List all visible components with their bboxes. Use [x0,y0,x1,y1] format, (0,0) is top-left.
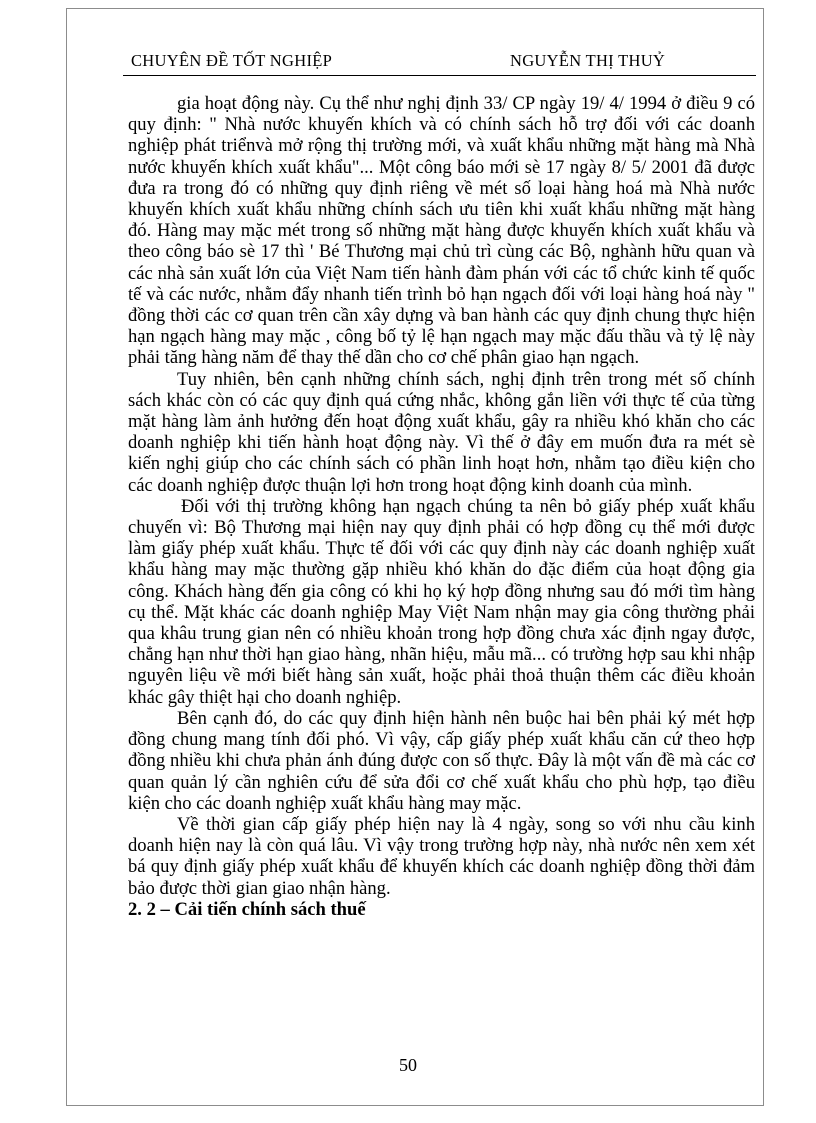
header-title: CHUYÊN ĐỀ TỐT NGHIỆP [131,51,333,70]
paragraph-2: Tuy nhiên, bên cạnh những chính sách, nghị định trên trong mét số chính sách khác còn có các quy định quá cứng nhắc, không gắn liền với thực tế của từng mặt hàng làm ảnh hưởng đến hoạt động xuất khẩu, gây ra nhiều khó khăn cho các doanh nghiệp khi tiến hành hoạt động này. Vì thế ở đây em muốn đưa ra mét sè kiến nghị giúp cho các chính sách có phần linh hoạt hơn, nhằm tạo điều kiện cho các doanh nghiệp được thuận lợi hơn trong hoạt động kinh doanh của mình. [128,368,755,496]
page-number: 50 [399,1055,417,1075]
paragraph-5: Về thời gian cấp giấy phép hiện nay là 4 ngày, song so với nhu cầu kinh doanh hiện nay là còn quá lâu. Vì vậy trong trường hợp này, nhà nước nên xem xét bá quy định giấy phép xuất khẩu để khuyến khích các doanh nghiệp đồng thời đảm bảo được thời gian giao nhận hàng. [128,813,755,899]
page-header [123,49,756,76]
paragraph-3: Đối với thị trường không hạn ngạch chúng ta nên bỏ giấy phép xuất khẩu chuyến vì: Bộ Thương mại hiện nay quy định phải có hợp đồng cụ thể mới được làm giấy phép xuất khẩu. Thực tế đối với các quy định này các doanh nghiệp xuất khẩu hàng may mặc thường gặp nhiều khó khăn do đặc điểm của hoạt động gia công. Khách hàng đến gia công có khi họ ký hợp đồng nhưng sau đó mới tìm hàng cụ thể. Mặt khác các doanh nghiệp May Việt Nam nhận may gia công thường phải qua khâu trung gian nên có nhiều khoản trong hợp đồng chưa xác định ngay được, chẳng hạn như thời hạn giao hàng, nhãn hiệu, mẫu mã... có trường hợp sau khi nhập nguyên liệu về mới biết hàng sản xuất, hoặc phải thoả thuận thêm các điều khoản khác gây thiệt hại cho doanh nghiệp. [128,495,755,708]
paragraph-1: gia hoạt động này. Cụ thể như nghị định 33/ CP ngày 19/ 4/ 1994 ở điều 9 có quy định: " Nhà nước khuyến khích và có chính sách hỗ trợ đối với các doanh nghiệp phát triểnvà mở rộng thị trường mới, và xuất khẩu những mặt hàng mà Nhà nước khuyến khích xuất khẩu"... Một công báo mới sè 17 ngày 8/ 5/ 2001 đã được đưa ra trong đó có những quy định riêng về mét số loại hàng hoá mà Nhà nước khuyến khích xuất khẩu những chính sách ưu tiên khi xuất khẩu những mặt hàng đó. Hàng may mặc mét trong số những mặt hàng được khuyến khích xuất khẩu và theo công báo sè 17 thì ' Bé Thương mại chủ trì cùng các Bộ, nghành hữu quan và các nhà sản xuất lớn của Việt Nam tiến hành đàm phán với các tổ chức kinh tế quốc tế và các nước, nhằm đẩy nhanh tiến trình bỏ hạn ngạch đối với loại hàng hoá này " đồng thời các cơ quan trên cần xây dựng và ban hành các quy định chung thực hiện hạn ngạch hàng may mặc , công bố tỷ lệ hạn ngạch may mặc đấu thầu và tỷ lệ này phải tăng hàng năm để thay thế dần cho cơ chế phân giao hạn ngạch. [128,93,755,369]
header-author: NGUYỄN THỊ THUỶ [510,51,666,70]
paragraph-4: Bên cạnh đó, do các quy định hiện hành nên buộc hai bên phải ký mét hợp đồng chung mang tính đối phó. Vì vậy, cấp giấy phép xuất khẩu căn cứ theo hợp đồng nhiều khi chưa phản ánh đúng được con số thực. Đây là một vấn đề mà các cơ quan quản lý cần nghiên cứu để sửa đổi cơ chế xuất khẩu cho phù hợp, tạo điều kiện cho các doanh nghiệp xuất khẩu hàng may mặc. [128,707,755,814]
section-heading: 2. 2 – Cải tiến chính sách thuế [128,898,366,920]
document-body [128,93,755,920]
